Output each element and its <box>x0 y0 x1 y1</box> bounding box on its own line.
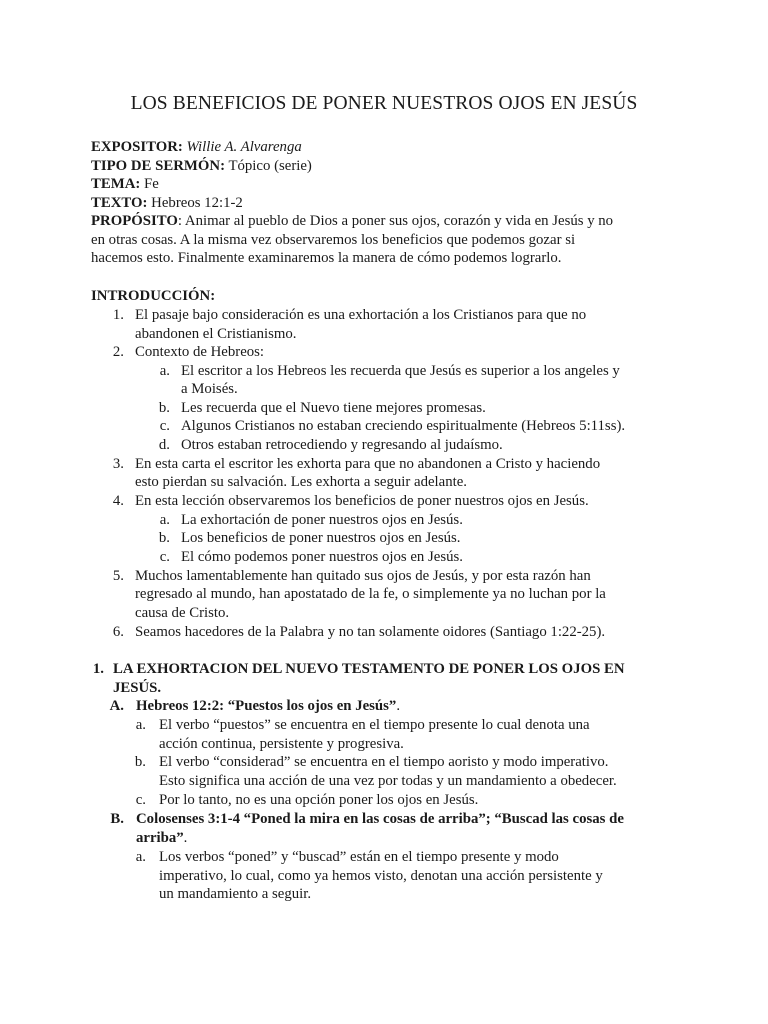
section-1a-letter: A. <box>109 698 124 714</box>
intro-subitem-letter: a. <box>159 512 170 528</box>
intro-item-1-line-2: abandonen el Cristianismo. <box>135 326 297 342</box>
section-1a-subitem-letter: b. <box>134 754 146 770</box>
tema-value: Fe <box>144 176 159 192</box>
intro-item-number: 6. <box>112 624 124 640</box>
tipo-label: TIPO DE SERMÓN: <box>91 158 226 174</box>
section-1a-c-line-1: Por lo tanto, no es una opción poner los ojos en Jesús. <box>159 792 479 808</box>
section-1-heading-line-1: LA EXHORTACION DEL NUEVO TESTAMENTO DE PONER LOS OJOS EN <box>113 661 625 677</box>
intro-subitem-letter: c. <box>159 418 170 434</box>
intro-item-number: 3. <box>112 456 124 472</box>
section-1b-letter: B. <box>110 811 124 827</box>
intro-2c-line-1: Algunos Cristianos no estaban creciendo espiritualmente (Hebreos 5:11ss). <box>181 418 626 434</box>
section-1a-heading-bold: Hebreos 12:2: “Puestos los ojos en Jesús” <box>136 698 397 714</box>
section-1b-subitem-letter: a. <box>135 849 146 865</box>
intro-subitem-letter: a. <box>159 363 170 379</box>
section-1a-subitem-letter: a. <box>135 717 146 733</box>
intro-item-2-line-1: Contexto de Hebreos: <box>135 344 265 360</box>
document-title: LOS BENEFICIOS DE PONER NUESTROS OJOS EN JESÚS <box>130 93 638 114</box>
intro-item-6-line-1: Seamos hacedores de la Palabra y no tan solamente oidores (Santiago 1:22-25). <box>135 624 606 640</box>
intro-item-number: 4. <box>112 493 124 509</box>
texto-line <box>91 194 243 213</box>
proposito-line-3: hacemos esto. Finalmente examinaremos la manera de cómo podemos lograrlo. <box>91 250 562 266</box>
intro-item-5-line-3: causa de Cristo. <box>135 605 230 621</box>
intro-4a-line-1: La exhortación de poner nuestros ojos en Jesús. <box>181 512 463 528</box>
intro-4c-line-1: El cómo podemos poner nuestros ojos en Jesús. <box>181 549 463 565</box>
intro-item-number: 1. <box>112 307 124 323</box>
intro-2d-line-1: Otros estaban retrocediendo y regresando al judaísmo. <box>181 437 503 453</box>
intro-item-number: 2. <box>112 344 124 360</box>
proposito-text-1: : Animar al pueblo de Dios a poner sus ojos, corazón y vida en Jesús y no <box>177 213 614 229</box>
intro-item-3-line-2: esto pierdan su salvación. Les exhorta a seguir adelante. <box>135 474 467 490</box>
section-1a-heading-tail: . <box>396 698 401 714</box>
tema-label: TEMA: <box>91 176 141 192</box>
section-1a-b-line-2: Esto significa una acción de una vez por todas y un mandamiento a obedecer. <box>159 773 617 789</box>
expositor-line <box>91 138 302 157</box>
expositor-label: EXPOSITOR: <box>91 139 183 155</box>
proposito-label: PROPÓSITO <box>91 213 178 229</box>
intro-item-number: 5. <box>112 568 124 584</box>
section-1a-heading <box>136 697 400 716</box>
section-1b-heading-line-1: Colosenses 3:1-4 “Poned la mira en las cosas de arriba”; “Buscad las cosas de <box>136 811 624 827</box>
proposito-line-2: en otras cosas. A la misma vez observaremos los beneficios que podemos gozar si <box>91 232 576 248</box>
intro-item-4-line-1: En esta lección observaremos los beneficios de poner nuestros ojos en Jesús. <box>135 493 589 509</box>
section-1b-a-line-3: un mandamiento a seguir. <box>159 886 312 902</box>
intro-2a-line-1: El escritor a los Hebreos les recuerda que Jesús es superior a los angeles y <box>181 363 620 379</box>
intro-item-3-line-1: En esta carta el escritor les exhorta para que no abandonen a Cristo y haciendo <box>135 456 601 472</box>
section-1b-heading-line-2 <box>136 829 187 848</box>
section-1a-a-line-1: El verbo “puestos” se encuentra en el tiempo presente lo cual denota una <box>159 717 590 733</box>
section-1-heading-line-2: JESÚS. <box>113 680 162 696</box>
intro-subitem-letter: c. <box>159 549 170 565</box>
section-1b-a-line-1: Los verbos “poned” y “buscad” están en el tiempo presente y modo <box>159 849 559 865</box>
section-1a-a-line-2: acción continua, persistente y progresiva. <box>159 736 404 752</box>
tipo-value: Tópico (serie) <box>228 158 312 174</box>
intro-item-5-line-1: Muchos lamentablemente han quitado sus ojos de Jesús, y por esta razón han <box>135 568 591 584</box>
intro-item-1-line-1: El pasaje bajo consideración es una exhortación a los Cristianos para que no <box>135 307 587 323</box>
tipo-line <box>91 157 312 176</box>
section-1b-heading-tail: . <box>183 830 188 846</box>
section-1a-b-line-1: El verbo “considerad” se encuentra en el tiempo aoristo y modo imperativo. <box>159 754 609 770</box>
intro-subitem-letter: b. <box>158 400 170 416</box>
intro-subitem-letter: b. <box>158 530 170 546</box>
proposito-line-1 <box>91 212 613 231</box>
intro-subitem-letter: d. <box>158 437 170 453</box>
section-1a-subitem-letter: c. <box>135 792 146 808</box>
intro-heading: INTRODUCCIÓN: <box>91 288 216 304</box>
texto-value: Hebreos 12:1-2 <box>151 195 243 211</box>
section-1b-a-line-2: imperativo, lo cual, como ya hemos visto, denotan una acción persistente y <box>159 868 603 884</box>
intro-4b-line-1: Los beneficios de poner nuestros ojos en Jesús. <box>181 530 461 546</box>
section-1-number: 1. <box>92 661 104 677</box>
expositor-value: Willie A. Alvarenga <box>186 139 302 155</box>
section-1b-heading-bold-2: arriba” <box>136 830 184 846</box>
intro-2b-line-1: Les recuerda que el Nuevo tiene mejores promesas. <box>181 400 486 416</box>
texto-label: TEXTO: <box>91 195 148 211</box>
intro-item-5-line-2: regresado al mundo, han apostatado de la fe, o simplemente ya no luchan por la <box>135 586 606 602</box>
tema-line <box>91 175 159 194</box>
intro-2a-line-2: a Moisés. <box>181 381 238 397</box>
